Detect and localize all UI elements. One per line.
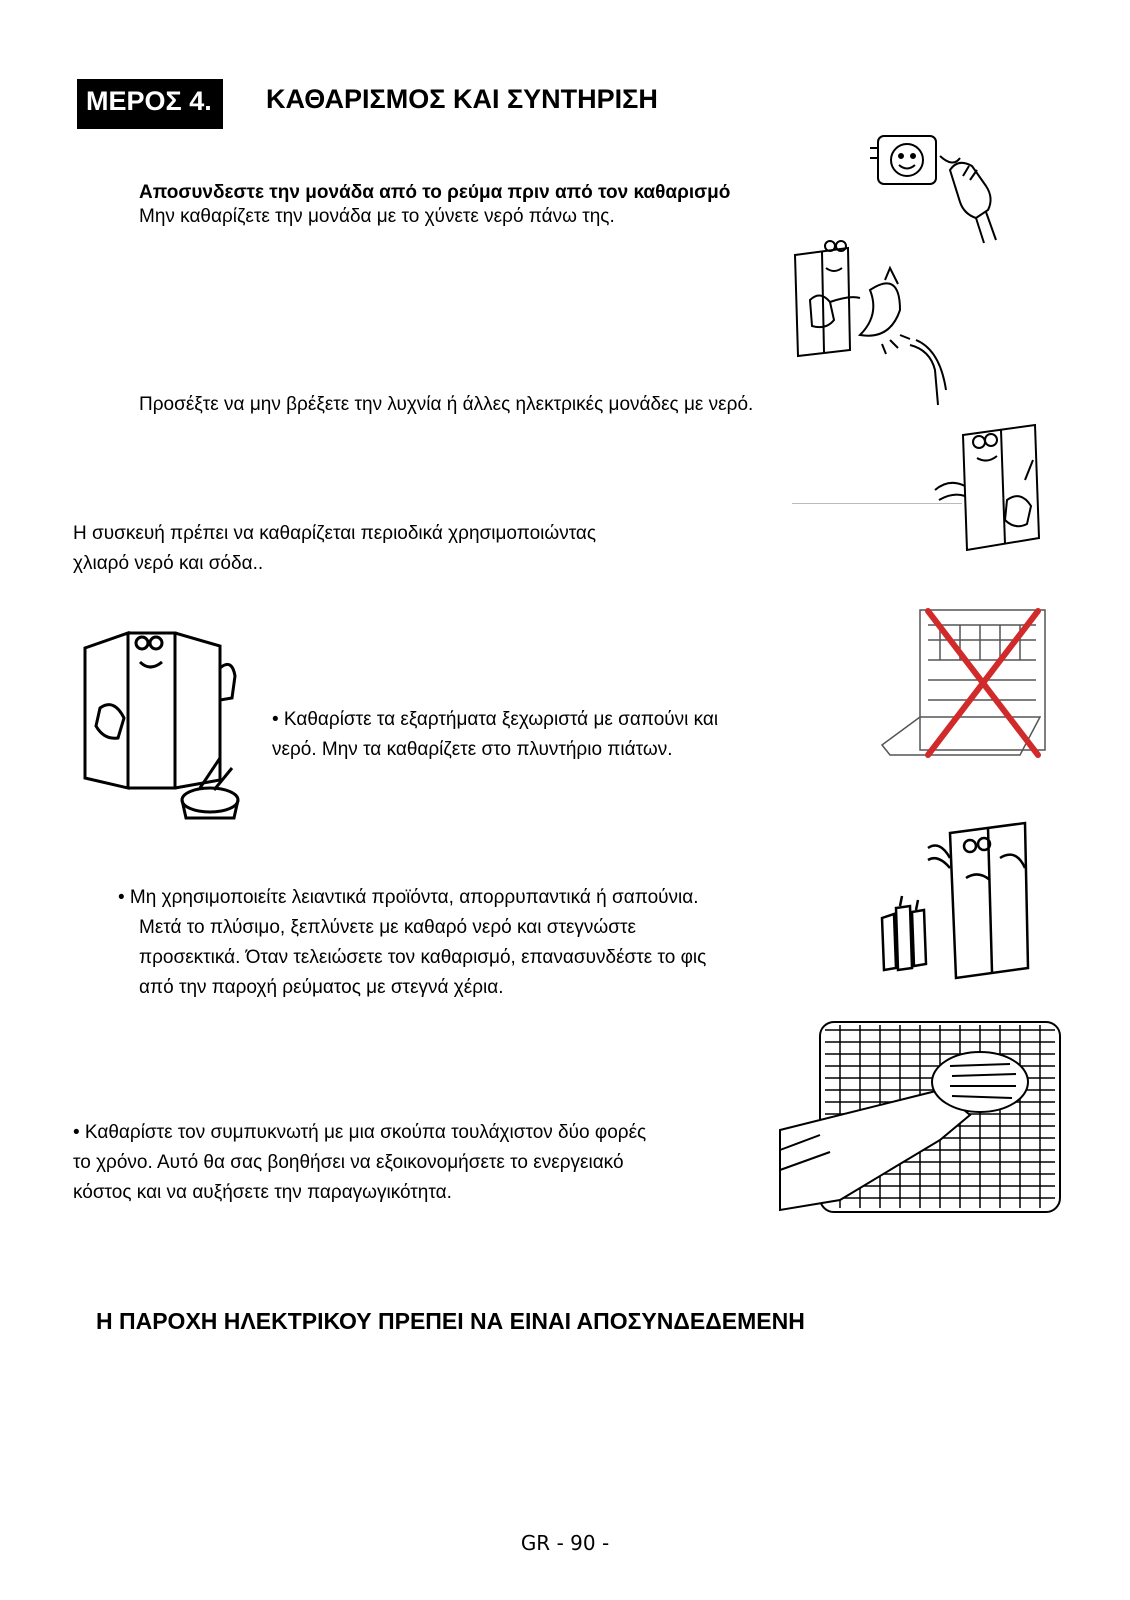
page-title: ΚΑΘΑΡΙΣΜΟΣ ΚΑΙ ΣΥΝΤΗΡΙΣΗ: [266, 84, 658, 114]
parts-text-line2: νερό. Μην τα καθαρίζετε στο πλυντήριο πιάτων.: [272, 739, 673, 760]
disconnect-heading: Αποσυνδεστε την μονάδα από το ρεύμα πριν από τον καθαρισμό: [139, 182, 731, 203]
lamp-warning-text: Προσέξτε να μην βρέξετε την λυχνία ή άλλες ηλεκτρικές μονάδες με νερό.: [139, 394, 754, 415]
page-number: GR - 90 -: [520, 1531, 610, 1555]
plug-socket-icon: [868, 128, 1018, 250]
power-warning: Η ΠΑΡΟΧΗ ΗΛΕΚΤΡΙΚΟΥ ΠΡΕΠΕΙ ΝΑ ΕΙΝΑΙ ΑΠΟΣΥΝΔΕΔΕΜΕΝΗ: [96, 1308, 805, 1334]
fridge-spray-icon: [790, 240, 960, 410]
disconnect-text: Μην καθαρίζετε την μονάδα με το χύνετε νερό πάνω της.: [139, 206, 615, 227]
dishwasher-crossed-icon: [880, 605, 1055, 770]
parts-text-line1: • Καθαρίστε τα εξαρτήματα ξεχωριστά με σαπούνι και: [272, 709, 719, 730]
fridge-cleaning-products-icon: [880, 818, 1055, 993]
clean-text-line2: χλιαρό νερό και σόδα..: [73, 553, 264, 574]
condenser-text-line1: • Καθαρίστε τον συμπυκνωτή με μια σκούπα τουλάχιστον δύο φορές: [73, 1122, 647, 1143]
condenser-vacuum-icon: [780, 1020, 1062, 1216]
condenser-text-line2: το χρόνο. Αυτό θα σας βοηθήσει να εξοικονομήσετε το ενεργειακό: [73, 1152, 624, 1173]
fridge-wipe-icon: [935, 420, 1065, 560]
abrasive-text-line2: Μετά το πλύσιμο, ξεπλύνετε με καθαρό νερό και στεγνώστε: [139, 917, 636, 938]
abrasive-text-line3: προσεκτικά. Όταν τελειώσετε τον καθαρισμό, επανασυνδέστε το φις: [139, 947, 707, 968]
abrasive-text-line4: από την παροχή ρεύματος με στεγνά χέρια.: [139, 977, 504, 998]
abrasive-text-line1: • Μη χρησιμοποιείτε λειαντικά προϊόντα, απορρυπαντικά ή σαπούνια.: [118, 887, 699, 908]
clean-text-line1: Η συσκευή πρέπει να καθαρίζεται περιοδικά χρησιμοποιώντας: [73, 523, 597, 544]
part-badge: ΜΕΡΟΣ 4.: [77, 79, 223, 129]
condenser-text-line3: κόστος και να αυξήσετε την παραγωγικότητα.: [73, 1182, 452, 1203]
fridge-open-door-icon: [80, 628, 250, 823]
